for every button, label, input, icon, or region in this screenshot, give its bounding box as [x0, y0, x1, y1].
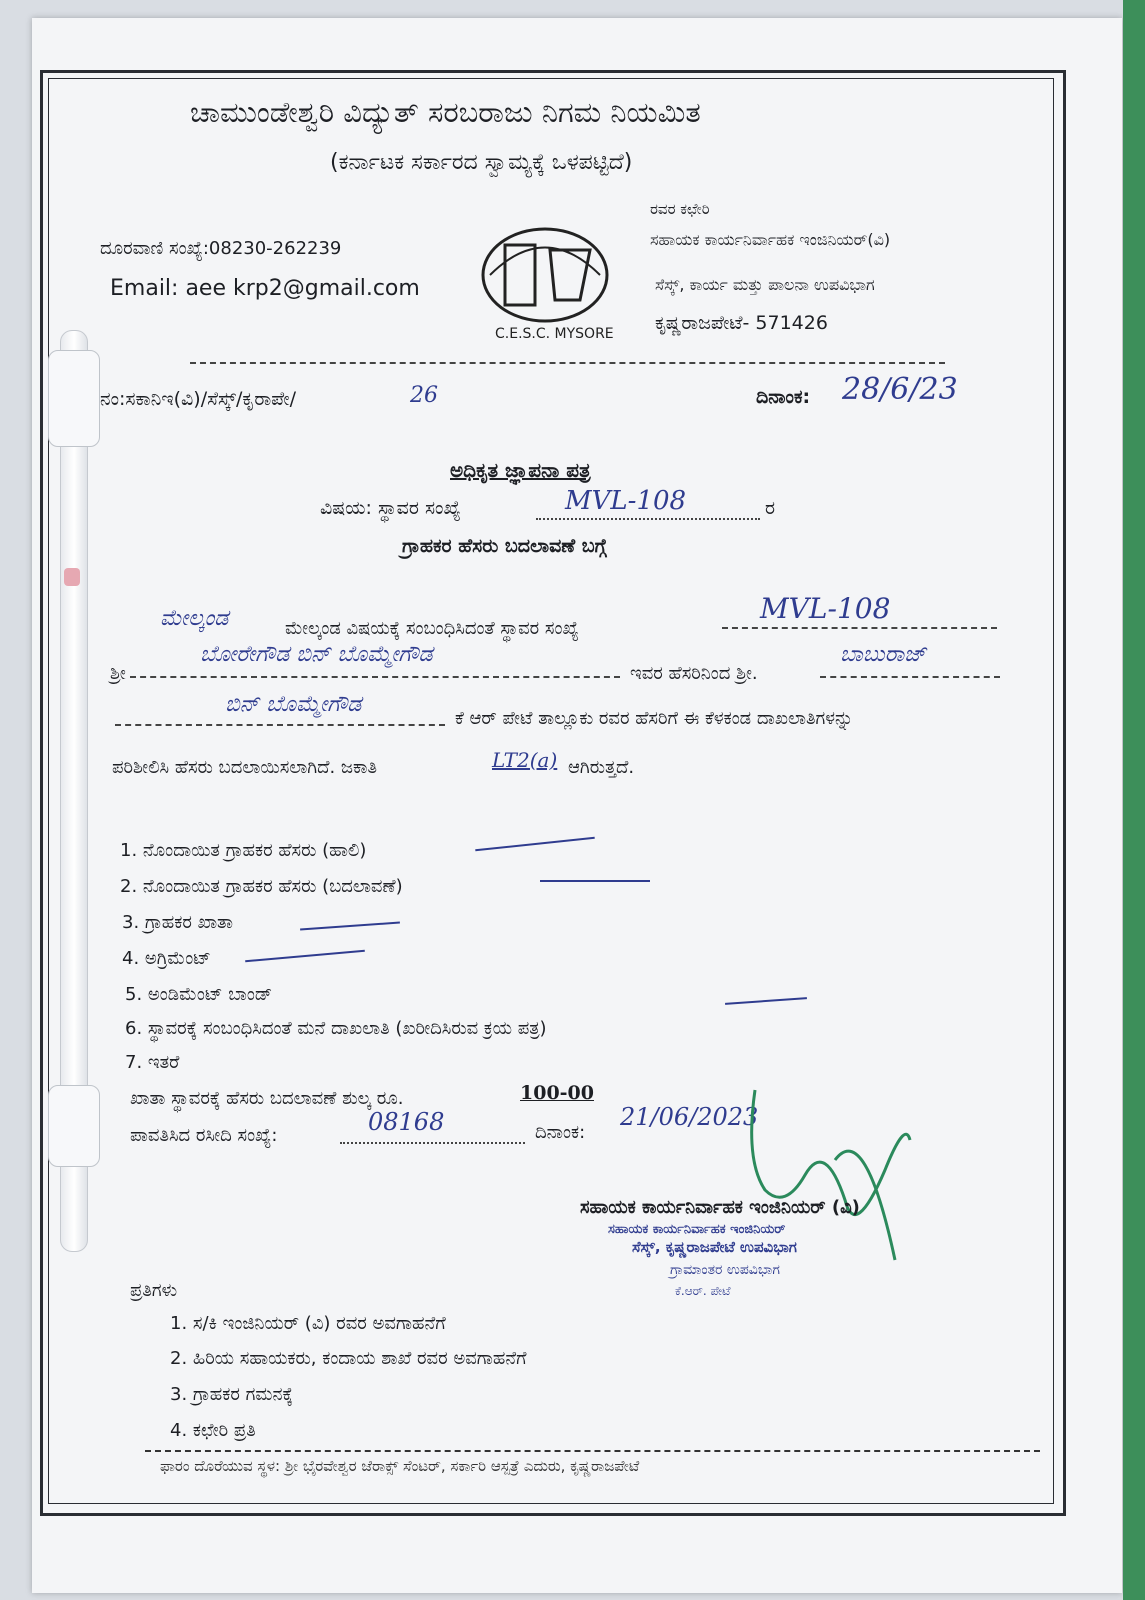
para-line-4-end: ಆಗಿರುತ್ತದೆ. — [568, 757, 635, 778]
copy-item-2: 2. ಹಿರಿಯ ಸಹಾಯಕರು, ಕಂದಾಯ ಶಾಖೆ ರವರ ಅವಗಾಹನೆಗೆ — [170, 1348, 527, 1369]
office-line-1: ರವರ ಕಛೇರಿ — [650, 200, 710, 218]
document-item-4: 4. ಅಗ್ರಿಮೆಂಟ್ — [122, 948, 211, 969]
subject-suffix: ರ — [765, 497, 776, 519]
org-subtitle: (ಕರ್ನಾಟಕ ಸರ್ಕಾರದ ಸ್ವಾಮ್ಯಕ್ಕೆ ಒಳಪಟ್ಟಿದೆ) — [330, 150, 633, 175]
document-item-7: 7. ಇತರೆ — [125, 1052, 180, 1073]
binder-tag — [64, 568, 80, 586]
subject-label: ವಿಷಯ: ಸ್ಥಾವರ ಸಂಖ್ಯೆ — [320, 497, 461, 519]
office-line-4: ಕೃಷ್ಣರಾಜಪೇಟೆ- 571426 — [655, 312, 828, 334]
copy-item-3: 3. ಗ್ರಾಹಕರ ಗಮನಕ್ಕೆ — [170, 1384, 293, 1405]
subject-value: MVL-108 — [565, 486, 687, 516]
document-item-2: 2. ನೊಂದಾಯಿತ ಗ್ರಾಹಕರ ಹೆಸರು (ಬದಲಾವಣೆ) — [120, 876, 403, 897]
new-name-handwritten: ಬಾಬುರಾಜ್ — [840, 642, 926, 667]
stamp-line-3: ಗ್ರಾಮಾಂತರ ಉಪವಿಭಾಗ — [670, 1262, 780, 1278]
stamp-line-2: ಸೆಸ್ಕ್, ಕೃಷ್ಣರಾಜಪೇಟೆ ಉಪವಿಭಾಗ — [632, 1238, 797, 1256]
background-edge — [1123, 0, 1145, 1600]
document-item-6: 6. ಸ್ಥಾವರಕ್ಕೆ ಸಂಬಂಧಿಸಿದಂತೆ ಮನೆ ದಾಖಲಾತಿ (ಖರೀದಿಸಿರುವ ಕ್ರಯ ಪತ್ರ) — [125, 1018, 547, 1039]
para-line-4-start: ಪರಿಶೀಲಿಸಿ ಹೆಸರು ಬದಲಾಯಿಸಲಾಗಿದೆ. ಜಕಾತಿ — [112, 757, 378, 778]
document-item-1: 1. ನೊಂದಾಯಿತ ಗ್ರಾಹಕರ ಹೆಸರು (ಹಾಲಿ) — [120, 840, 367, 861]
receipt-label: ಪಾವತಿಸಿದ ರಸೀದಿ ಸಂಖ್ಯೆ: — [130, 1125, 278, 1146]
para-prefix-handwritten: ಮೇಲ್ಕಂಡ — [160, 606, 229, 631]
tariff-handwritten: LT2(a) — [492, 748, 558, 772]
receipt-value: 08168 — [368, 1108, 445, 1136]
old-name-handwritten: ಬೋರೇಗೌಡ ಬಿನ್ ಬೊಮ್ಮೇಗೌಡ — [200, 642, 433, 667]
stamp-line-4: ಕೆ.ಆರ್. ಪೇಟೆ — [675, 1284, 731, 1298]
copies-heading: ಪ್ರತಿಗಳು — [130, 1280, 178, 1301]
subject-underline — [536, 518, 760, 520]
binder-clip-bottom — [48, 1085, 100, 1167]
email-address: Email: aee krp2@gmail.com — [110, 276, 420, 301]
tick-mark-2 — [540, 880, 650, 882]
stamp-line-1: ಸಹಾಯಕ ಕಾರ್ಯನಿರ್ವಾಹಕ ಇಂಜಿನಿಯರ್ — [608, 1222, 786, 1237]
fee-label: ಖಾತಾ ಸ್ಥಾವರಕ್ಕೆ ಹೆಸರು ಬದಲಾವಣೆ ಶುಲ್ಕ ರೂ. — [130, 1088, 404, 1109]
office-line-2: ಸಹಾಯಕ ಕಾರ್ಯನಿರ್ವಾಹಕ ಇಂಜಿನಿಯರ್(ವಿ) — [650, 230, 891, 249]
org-name: ಚಾಮುಂಡೇಶ್ವರಿ ವಿದ್ಯುತ್ ಸರಬರಾಜು ನಿಗಮ ನಿಯಮಿತ — [190, 95, 701, 129]
binder-clip-top — [48, 350, 100, 447]
document-item-5: 5. ಅಂಡಿಮೆಂಟ್ ಬಾಂಡ್ — [125, 984, 273, 1005]
reference-number-label: ನಂ:ಸಕಾನಿಇ(ವಿ)/ಸೆಸ್ಕ್/ಕೃರಾಪೇ/ — [100, 388, 296, 410]
memo-title: ಅಧಿಕೃತ ಜ್ಞಾಪನಾ ಪತ್ರ — [450, 458, 591, 482]
para-line-2-mid: ಇವರ ಹೆಸರಿನಿಂದ ಶ್ರೀ. — [630, 663, 758, 684]
footer-divider — [145, 1450, 1040, 1452]
receipt-date-value: 21/06/2023 — [620, 1103, 759, 1131]
receipt-blank — [340, 1142, 525, 1144]
receipt-date-label: ದಿನಾಂಕ: — [535, 1122, 586, 1143]
document-item-3: 3. ಗ್ರಾಹಕರ ಖಾತಾ — [122, 912, 233, 933]
office-line-3: ಸೆಸ್ಕ್, ಕಾರ್ಯ ಮತ್ತು ಪಾಲನಾ ಉಪವಿಭಾಗ — [655, 275, 875, 294]
fee-amount: 100-00 — [520, 1082, 594, 1104]
cesc-logo — [460, 210, 630, 345]
subject-line-2: ಗ್ರಾಹಕರ ಹೆಸರು ಬದಲಾವಣೆ ಬಗ್ಗೆ — [402, 535, 607, 557]
copy-item-1: 1. ಸ/ಕಿ ಇಂಜಿನಿಯರ್ (ವಿ) ರವರ ಅವಗಾಹನೆಗೆ — [170, 1313, 446, 1334]
new-name-cont-handwritten: ಬಿನ್ ಬೊಮ್ಮೇಗೌಡ — [225, 692, 362, 717]
letterhead-divider — [190, 362, 945, 364]
signatory-designation: ಸಹಾಯಕ ಕಾರ್ಯನಿರ್ವಾಹಕ ಇಂಜಿನಿಯರ್ (ವಿ) — [580, 1197, 860, 1218]
para-line-1-value: MVL-108 — [760, 592, 891, 625]
phone-number: ದೂರವಾಣಿ ಸಂಖ್ಯೆ:08230-262239 — [100, 238, 342, 259]
logo-text: C.E.S.C. MYSORE — [495, 326, 614, 342]
new-name-cont-blank — [115, 724, 445, 726]
para-line-1: ಮೇಲ್ಕಂಡ ವಿಷಯಕ್ಕೆ ಸಂಬಂಧಿಸಿದಂತೆ ಸ್ಥಾವರ ಸಂಖ್ಯೆ — [285, 618, 579, 639]
sri-label: ಶ್ರೀ — [110, 663, 126, 684]
new-name-blank — [820, 676, 1000, 678]
para-line-1-blank — [722, 627, 997, 629]
reference-date-label: ದಿನಾಂಕ: — [756, 386, 811, 408]
reference-number-value: 26 — [410, 383, 438, 408]
para-line-3: ಕೆ ಆರ್ ಪೇಟೆ ತಾಲ್ಲೂಕು ರವರ ಹೆಸರಿಗೆ ಈ ಕೆಳಕಂಡ ದಾಖಲಾತಿಗಳನ್ನು — [455, 708, 854, 729]
copy-item-4: 4. ಕಛೇರಿ ಪ್ರತಿ — [170, 1420, 256, 1441]
old-name-blank — [130, 676, 620, 678]
footer-address: ಫಾರಂ ದೊರೆಯುವ ಸ್ಥಳ: ಶ್ರೀ ಭೈರವೇಶ್ವರ ಜೆರಾಕ್ಸ್ ಸೆಂಟರ್, ಸರ್ಕಾರಿ ಆಸ್ಪತ್ರೆ ಎದುರು, ಕೃಷ್ಣರಾಜಪೇಟೆ — [160, 1457, 640, 1475]
reference-date-value: 28/6/23 — [842, 372, 958, 407]
